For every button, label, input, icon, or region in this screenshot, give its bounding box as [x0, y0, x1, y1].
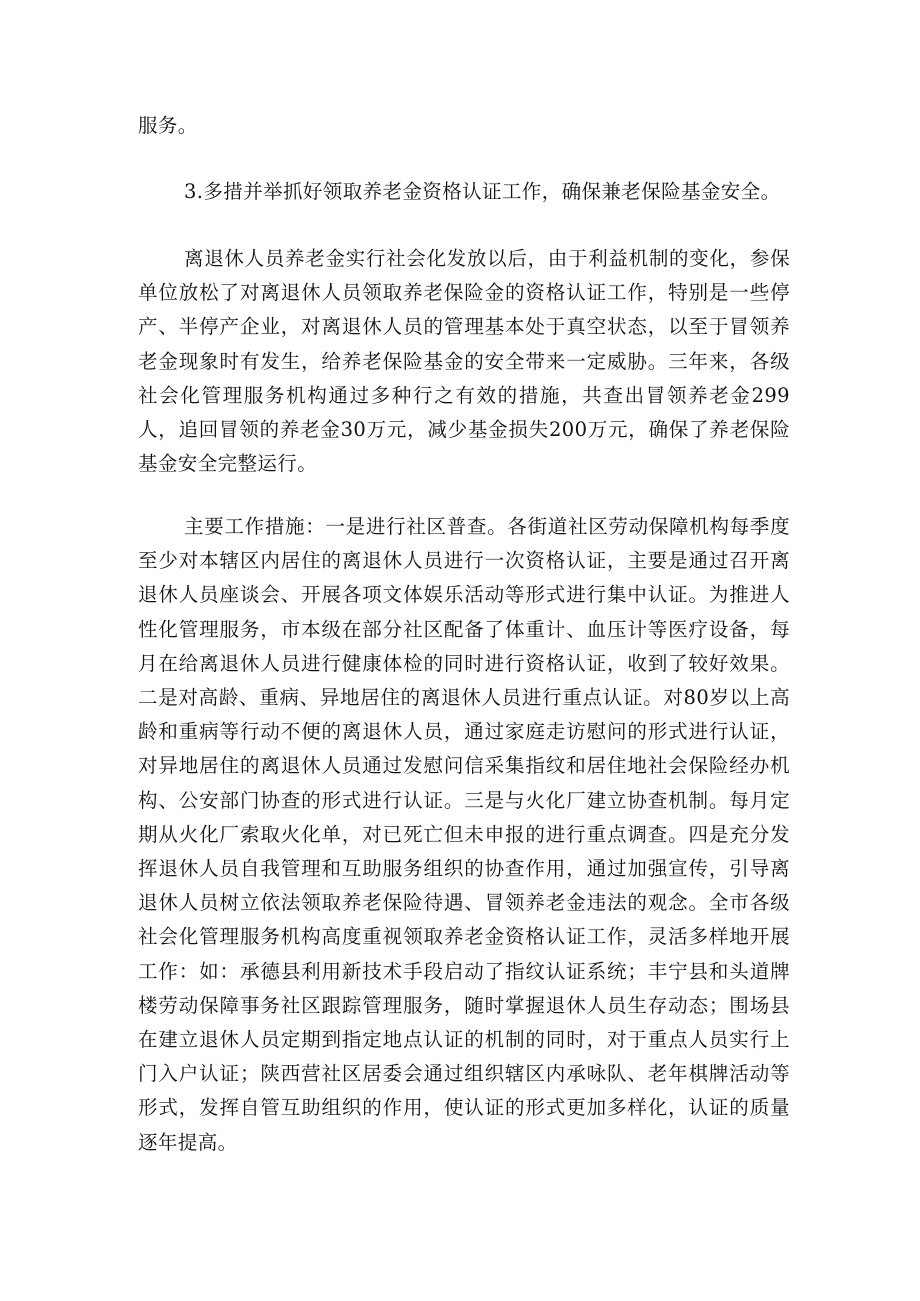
paragraph-overview: 离退休人员养老金实行社会化发放以后，由于利益机制的变化，参保单位放松了对离退休人员领取养老保险金的资格认证工作，特别是一些停产、半停产企业，对离退休人员的管理基本处于真空状态，以至于冒领养老金现象时有发生，给养老保险基金的安全带来一定威胁。三年来，各级社会化管理服务机构通过多种行之有效的措施，共查出冒领养老金299人，追回冒领的养老金30万元，减少基金损失200万元，确保了养老保险基金安全完整运行。	[138, 247, 790, 476]
paragraph-continuation: 服务。	[138, 114, 198, 137]
section-heading: 3.多措并举抓好领取养老金资格认证工作，确保兼老保险基金安全。	[184, 180, 781, 203]
paragraph-measures: 主要工作措施：一是进行社区普查。各街道社区劳动保障机构每季度至少对本辖区内居住的离退休人员进行一次资格认证，主要是通过召开离退休人员座谈会、开展各项文体娱乐活动等形式进行集中认证。为推进人性化管理服务，市本级在部分社区配备了体重计、血压计等医疗设备，每月在给离退休人员进行健康体检的同时进行资格认证，收到了较好效果。二是对高龄、重病、异地居住的离退休人员进行重点认证。对80岁以上高龄和重病等行动不便的离退休人员，通过家庭走访慰问的形式进行认证，对异地居住的离退休人员通过发慰问信采集指纹和居住地社会保险经办机构、公安部门协查的形式进行认证。三是与火化厂建立协查机制。每月定期从火化厂索取火化单，对已死亡但未申报的进行重点调查。四是充分发挥退休人员自我管理和互助服务组织的协查作用，通过加强宣传，引导离退休人员树立依法领取养老保险待遇、冒领养老金违法的观念。全市各级社会化管理服务机构高度重视领取养老金资格认证工作，灵活多样地开展工作：如：承德县利用新技术手段启动了指纹认证系统；丰宁县和头道牌楼劳动保障事务社区跟踪管理服务，随时掌握退休人员生存动态；围场县在建立退休人员定期到指定地点认证的机制的同时，对于重点人员实行上门入户认证；陕西营社区居委会通过组织辖区内承咏队、老年棋牌活动等形式，发挥自管互助组织的作用，使认证的形式更加多样化，认证的质量逐年提高。	[138, 515, 790, 1154]
